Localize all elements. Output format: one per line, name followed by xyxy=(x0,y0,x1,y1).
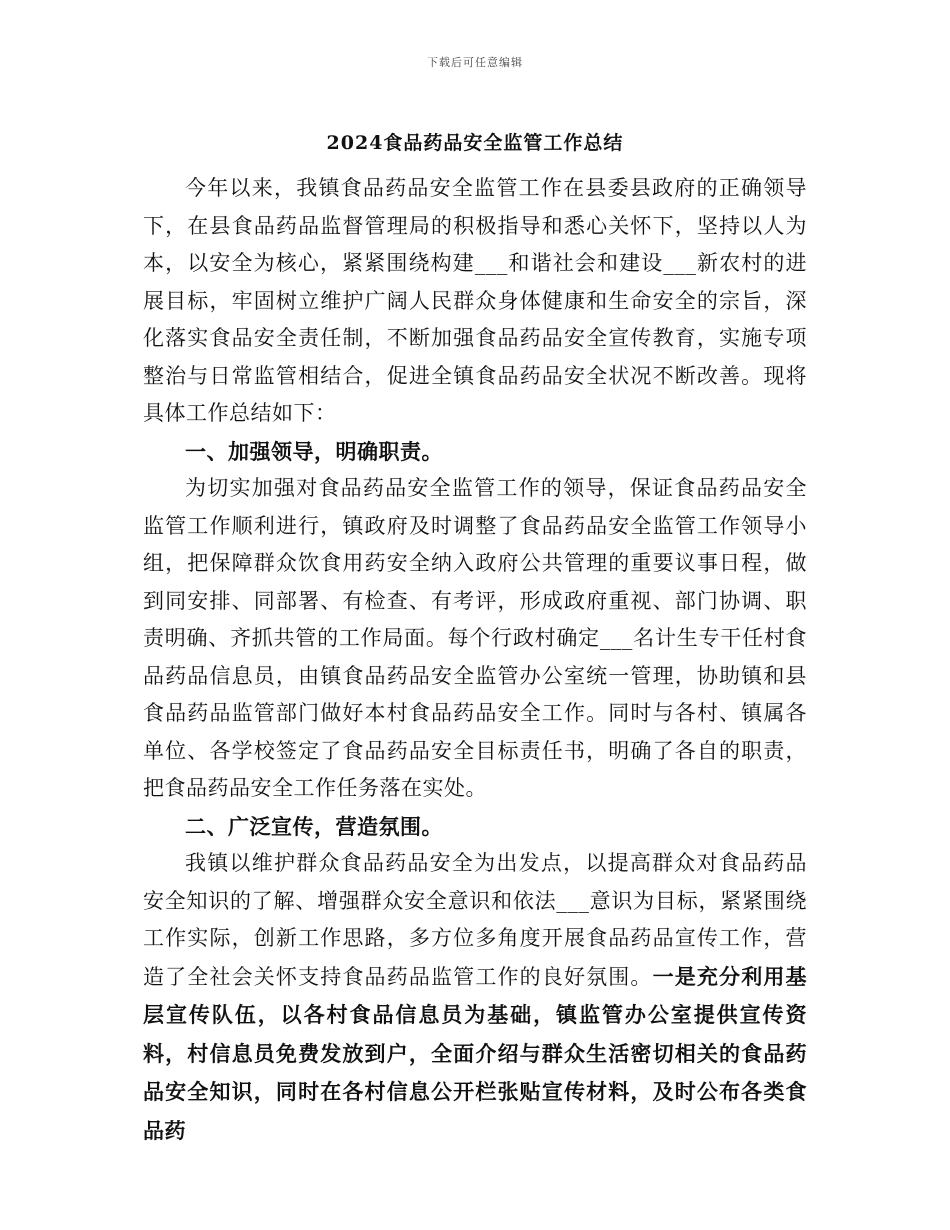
document-title: 2024食品药品安全监管工作总结 xyxy=(326,132,624,154)
section-2-paragraph xyxy=(143,845,807,1150)
intro-paragraph: 今年以来，我镇食品药品安全监管工作在县委县政府的正确领导下，在县食品药品监督管理局的积极指导和悉心关怀下，坚持以人为本，以安全为核心，紧紧围绕构建___和谐社会和建设___新农村的进展目标，牢固树立维护广阔人民群众身体健康和生命安全的宗旨，深化落实食品安全责任制，不断加强食品药品安全宣传教育，实施专项整治与日常监管相结合，促进全镇食品药品安全状况不断改善。现将具体工作总结如下： xyxy=(143,176,807,425)
section-2-text: 我镇以维护群众食品药品安全为出发点，以提高群众对食品药品安全知识的了解、增强群众安全意识和依法___意识为目标，紧紧围绕工作实际，创新工作思路，多方位多角度开展食品药品宣传工作，营造了全社会关怀支持食品药品监管工作的良好氛围。 xyxy=(143,851,807,989)
document-body xyxy=(143,170,807,1150)
section-1-heading: 一、加强领导，明确职责。 xyxy=(185,438,443,464)
section-2-bold-text: 一是充分利用基层宣传队伍，以各村食品信息员为基础，镇监管办公室提供宣传资料，村信息员免费发放到户，全面介绍与群众生活密切相关的食品药品安全知识，同时在各村信息公开栏张贴宣传材料，及时公布各类食品药 xyxy=(143,963,808,1143)
header-note: 下载后可任意编辑 xyxy=(427,56,523,69)
section-2-heading: 二、广泛宣传，营造氛围。 xyxy=(185,813,443,839)
section-1-paragraph: 为切实加强对食品药品安全监管工作的领导，保证食品药品安全监管工作顺利进行，镇政府及时调整了食品药品安全监管工作领导小组，把保障群众饮食用药安全纳入政府公共管理的重要议事日程，做到同安排、同部署、有检查、有考评，形成政府重视、部门协调、职责明确、齐抓共管的工作局面。每个行政村确定___名计生专干任村食品药品信息员，由镇食品药品安全监管办公室统一管理，协助镇和县食品药品监管部门做好本村食品药品安全工作。同时与各村、镇属各单位、各学校签定了食品药品安全目标责任书，明确了各自的职责，把食品药品安全工作任务落在实处。 xyxy=(143,476,807,800)
